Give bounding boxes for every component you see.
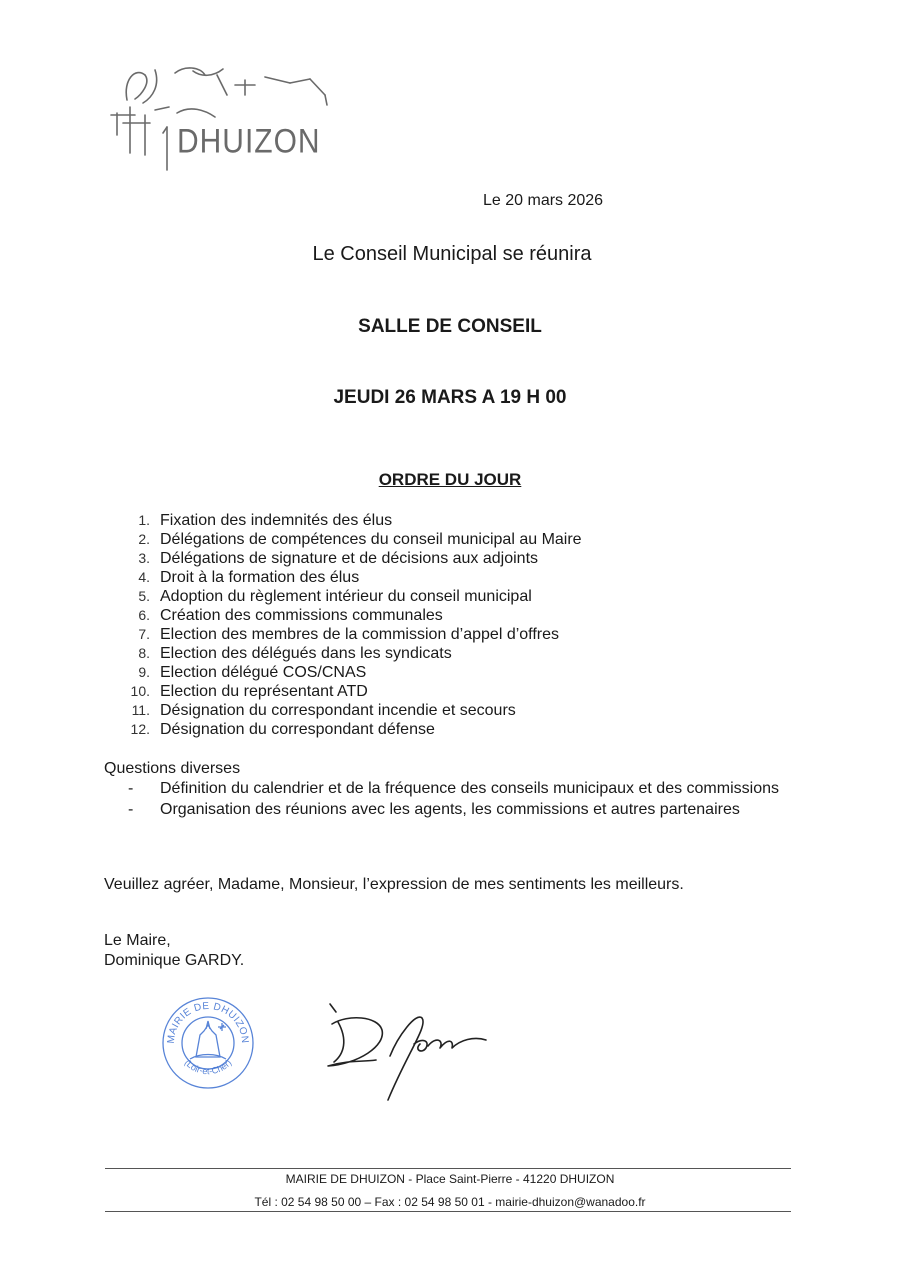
agenda-item-text: Droit à la formation des élus (160, 569, 360, 586)
meeting-venue: SALLE DE CONSEIL (358, 316, 542, 337)
footer-divider-top (105, 1168, 791, 1169)
agenda-item-text: Délégations de signature et de décisions aux adjoints (160, 550, 539, 567)
town-logo (105, 55, 345, 175)
agenda-item-text: Election du représentant ATD (160, 683, 368, 700)
agenda-item-text: Adoption du règlement intérieur du conseil municipal (160, 588, 532, 605)
footer-address: MAIRIE DE DHUIZON - Place Saint-Pierre - 41220 DHUIZON (285, 1172, 615, 1186)
agenda-title: ORDRE DU JOUR (378, 470, 522, 489)
svg-text:(Loir-et-Cher) (183, 1058, 234, 1077)
logo-wordmark: DHUIZON (177, 121, 321, 161)
agenda-item-text: Election des délégués dans les syndicats (160, 645, 452, 662)
agenda-item-number: 8. (138, 645, 150, 661)
agenda-item-number: 6. (138, 607, 150, 623)
question-text: Définition du calendrier et de la fréquence des conseils municipaux et des commissions (160, 780, 779, 797)
signatory-title: Le Maire, (104, 932, 171, 949)
agenda-item-text: Délégations de compétences du conseil municipal au Maire (160, 531, 582, 548)
signatory-block (104, 931, 244, 971)
question-item (128, 801, 788, 819)
agenda-item (118, 549, 582, 568)
agenda-item-text: Election délégué COS/CNAS (160, 664, 367, 681)
question-text: Organisation des réunions avec les agents, les commissions et autres partenaires (160, 801, 740, 818)
handwritten-signature (318, 1000, 498, 1110)
stamp-top-text: MAIRIE DE DHUIZON (165, 1000, 251, 1045)
agenda-item-number: 5. (138, 588, 150, 604)
question-item (128, 780, 788, 798)
question-bullet: - (128, 780, 134, 797)
agenda-item-number: 10. (130, 683, 150, 699)
questions-title: Questions diverses (104, 760, 241, 777)
agenda-item-number: 9. (138, 664, 150, 680)
agenda-item-text: Election des membres de la commission d’appel d’offres (160, 626, 560, 643)
town-hall-stamp (160, 995, 256, 1091)
letter-date: Le 20 mars 2026 (483, 192, 604, 209)
stamp-bottom-text: (Loir-et-Cher) (182, 1057, 234, 1077)
footer-contact: Tél : 02 54 98 50 00 – Fax : 02 54 98 50 01 - mairie-dhuizon@wanadoo.fr (254, 1195, 646, 1209)
agenda-list (118, 511, 582, 739)
agenda-item (118, 530, 582, 549)
agenda-item (118, 511, 582, 530)
footer-divider-bottom (105, 1211, 791, 1212)
agenda-item-number: 11. (131, 702, 150, 718)
agenda-item-text: Création des commissions communales (160, 607, 443, 624)
agenda-item (118, 701, 582, 720)
question-bullet: - (128, 801, 134, 818)
agenda-item (118, 682, 582, 701)
meeting-datetime: JEUDI 26 MARS A 19 H 00 (333, 387, 567, 408)
agenda-item (118, 720, 582, 739)
agenda-item-text: Désignation du correspondant défense (160, 721, 435, 738)
agenda-item-number: 1. (138, 512, 150, 528)
agenda-item (118, 644, 582, 663)
agenda-item (118, 606, 582, 625)
agenda-item-number: 3. (138, 550, 150, 566)
agenda-item-text: Désignation du correspondant incendie et secours (160, 702, 516, 719)
agenda-item-text: Fixation des indemnités des élus (160, 512, 393, 529)
agenda-item-number: 4. (138, 569, 150, 585)
agenda-item (118, 568, 582, 587)
agenda-item-number: 12. (130, 721, 150, 737)
lead-sentence: Le Conseil Municipal se réunira (312, 243, 592, 265)
signatory-name: Dominique GARDY. (104, 952, 245, 969)
agenda-item (118, 587, 582, 606)
questions-list (128, 780, 788, 822)
agenda-item-number: 2. (138, 531, 150, 547)
agenda-item (118, 625, 582, 644)
closing-formula: Veuillez agréer, Madame, Monsieur, l’expression de mes sentiments les meilleurs. (104, 876, 684, 893)
agenda-item (118, 663, 582, 682)
agenda-item-number: 7. (138, 626, 150, 642)
